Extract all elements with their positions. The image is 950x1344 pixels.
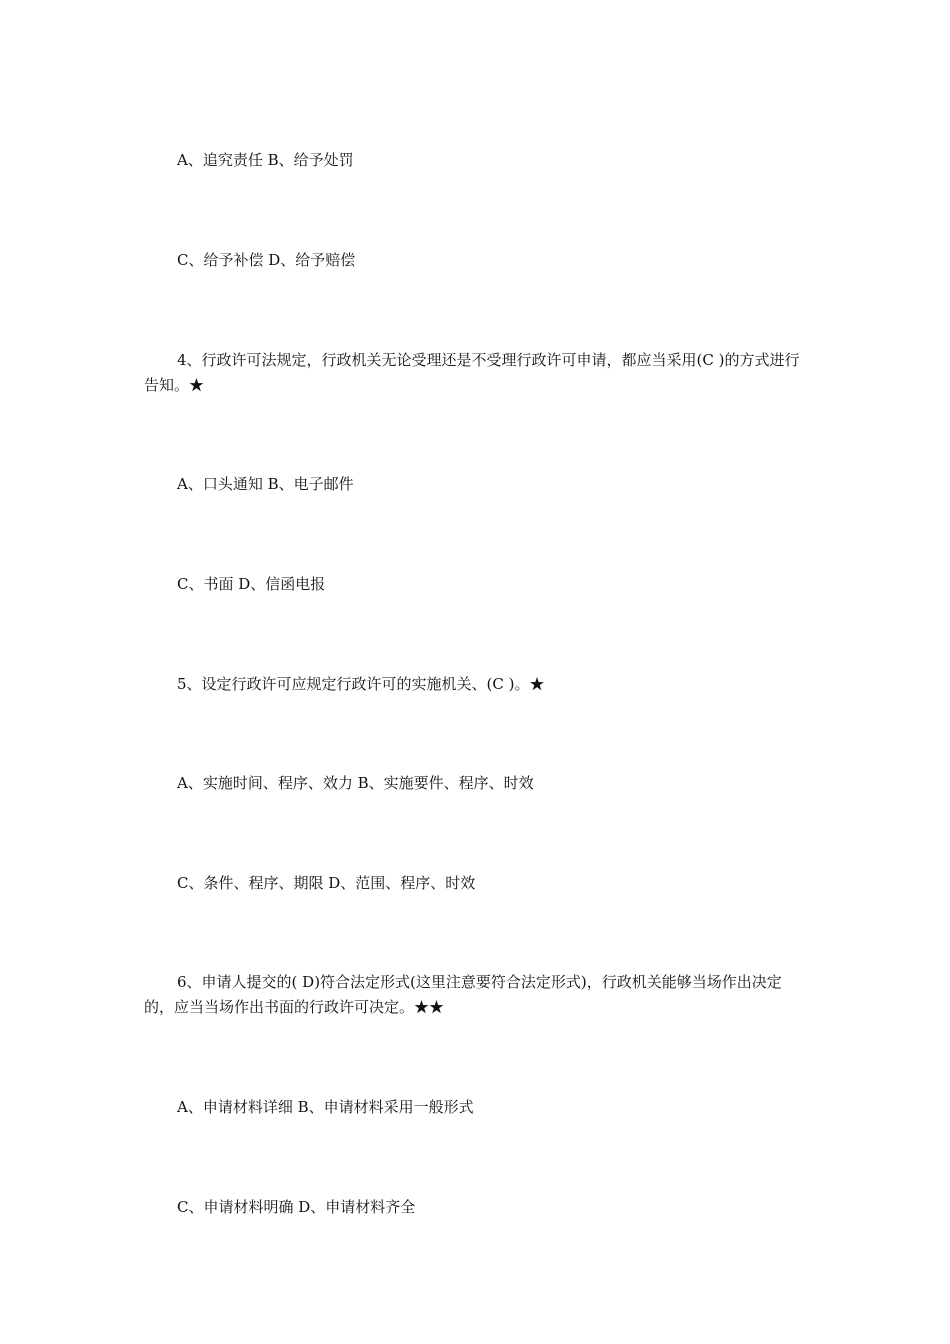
question-4-options-a-b: A、口头通知 B、电子邮件	[177, 475, 354, 493]
question-4-options-c-d: C、书面 D、信函电报	[177, 575, 326, 593]
question-6: 6、申请人提交的( D)符合法定形式(这里注意要符合法定形式)，行政机关能够当场作出决定的，应当当场作出书面的行政许可决定。★★	[144, 973, 782, 1016]
question-5: 5、设定行政许可应规定行政许可的实施机关、(C )。★	[177, 675, 545, 693]
question-5-options-c-d: C、条件、程序、期限 D、范围、程序、时效	[177, 874, 476, 892]
question-6-options-a-b: A、申请材料详细 B、申请材料采用一般形式	[177, 1098, 474, 1116]
question-6-options-c-d: C、申请材料明确 D、申请材料齐全	[177, 1198, 416, 1216]
option-line-c-d: C、给予补偿 D、给予赔偿	[177, 251, 356, 269]
option-line-a-b: A、追究责任 B、给予处罚	[177, 151, 354, 169]
question-4: 4、行政许可法规定，行政机关无论受理还是不受理行政许可申请，都应当采用(C )的方式进行告知。★	[144, 351, 800, 394]
question-5-options-a-b: A、实施时间、程序、效力 B、实施要件、程序、时效	[177, 774, 534, 792]
